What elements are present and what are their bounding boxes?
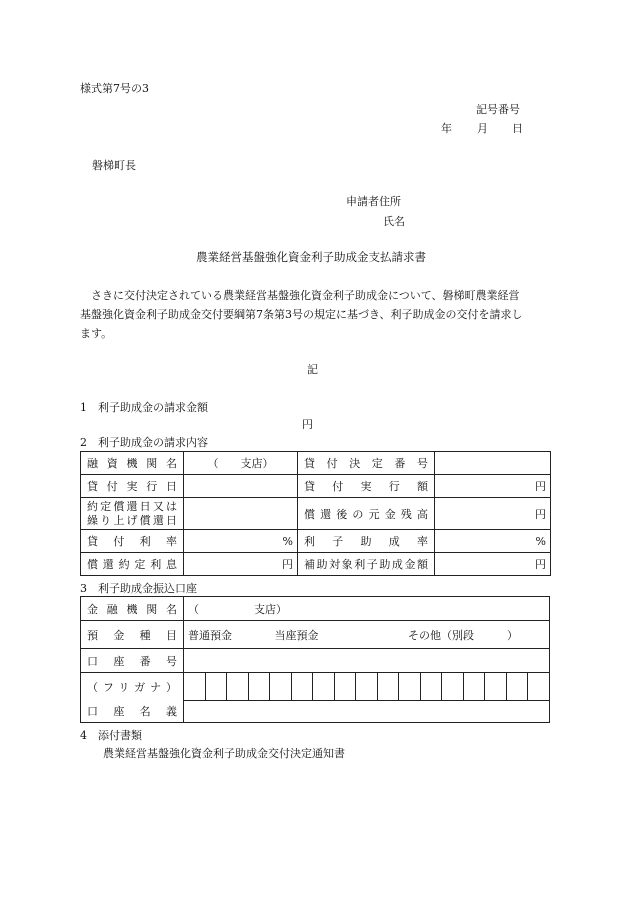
label-deposit-type: 預金種目 — [81, 621, 184, 649]
option-other[interactable]: その他（別段 ） — [408, 628, 518, 642]
body-line-2: 基盤強化資金利子助成金交付要綱第7条第3号の規定に基づき、利子助成金の交付を請求し — [80, 308, 523, 321]
date-month: 月 — [477, 122, 488, 135]
value-decision-number[interactable] — [435, 452, 551, 475]
kana-box[interactable] — [206, 673, 227, 701]
section1-unit: 円 — [302, 418, 313, 431]
body-line-1: さきに交付決定されている農業経営基盤強化資金利子助成金について、磐梯町農業経営 — [91, 289, 520, 302]
kana-box[interactable] — [184, 673, 206, 701]
option-ordinary[interactable]: 普通預金 — [188, 628, 232, 642]
applicant-name-label: 氏名 — [383, 215, 405, 228]
value-remaining-principal[interactable]: 円 — [435, 498, 551, 530]
label-execution-amount: 貸付実行額 — [298, 475, 435, 498]
deposit-type-options — [184, 621, 550, 649]
document-title: 農業経営基盤強化資金利子助成金支払請求書 — [196, 250, 426, 264]
value-account-number[interactable] — [184, 649, 550, 673]
kana-box[interactable] — [399, 673, 421, 701]
addressee: 磐梯町長 — [92, 159, 136, 172]
section2-heading: 2 利子助成金の請求内容 — [80, 436, 208, 449]
label-repayment-date — [81, 498, 184, 530]
form-number: 様式第7号の3 — [80, 82, 149, 95]
section3-heading: 3 利子助成金振込口座 — [80, 582, 197, 595]
value-subsidy-rate[interactable]: % — [435, 530, 551, 553]
applicant-address-label: 申請者住所 — [346, 195, 401, 208]
value-interest-rate[interactable]: % — [184, 530, 298, 553]
body-line-3: ます。 — [80, 327, 113, 340]
kana-box[interactable] — [249, 673, 270, 701]
label-contract-interest: 償還約定利息 — [81, 553, 184, 576]
label-bank-name: 金融機関名 — [81, 597, 184, 621]
label-subsidy-amount: 補助対象利子助成金額 — [298, 553, 435, 576]
label-furigana: （フリガナ） — [81, 673, 184, 701]
value-account-holder[interactable] — [184, 701, 550, 723]
kana-box[interactable] — [464, 673, 485, 701]
kana-box[interactable] — [421, 673, 442, 701]
label-repayment-date-line2: 繰り上げ償還日 — [87, 513, 177, 527]
value-lender[interactable]: （ 支店） — [184, 452, 298, 475]
label-execution-date: 貸付実行日 — [81, 475, 184, 498]
value-contract-interest[interactable]: 円 — [184, 553, 298, 576]
kana-box[interactable] — [528, 673, 550, 701]
date-year: 年 — [441, 122, 452, 135]
kana-box[interactable] — [442, 673, 464, 701]
label-repayment-date-line1: 約定償還日又は — [87, 499, 177, 513]
date-day: 日 — [512, 122, 523, 135]
kana-box[interactable] — [378, 673, 399, 701]
label-lender: 融資機関名 — [81, 452, 184, 475]
attachment-item: 農業経営基盤強化資金利子助成金交付決定通知書 — [103, 747, 345, 760]
loan-details-table — [80, 451, 551, 576]
ki-heading: 記 — [307, 363, 318, 376]
doc-number-label: 記号番号 — [476, 103, 520, 116]
section4-heading: 4 添付書類 — [80, 729, 142, 742]
bank-account-table — [80, 596, 550, 723]
kana-box[interactable] — [356, 673, 378, 701]
value-execution-date[interactable] — [184, 475, 298, 498]
kana-box[interactable] — [335, 673, 356, 701]
label-decision-number: 貸付決定番号 — [298, 452, 435, 475]
kana-box[interactable] — [270, 673, 292, 701]
kana-box[interactable] — [292, 673, 313, 701]
kana-box[interactable] — [227, 673, 249, 701]
label-interest-rate: 貸付利率 — [81, 530, 184, 553]
section1-heading: 1 利子助成金の請求金額 — [80, 401, 208, 414]
kana-box[interactable] — [507, 673, 528, 701]
kana-box[interactable] — [485, 673, 507, 701]
label-subsidy-rate: 利子助成率 — [298, 530, 435, 553]
label-account-number: 口座番号 — [81, 649, 184, 673]
value-execution-amount[interactable]: 円 — [435, 475, 551, 498]
label-account-holder: 口座名義 — [81, 701, 184, 723]
value-repayment-date[interactable] — [184, 498, 298, 530]
label-remaining-principal: 償還後の元金残高 — [298, 498, 435, 530]
value-subsidy-amount[interactable]: 円 — [435, 553, 551, 576]
option-current[interactable]: 当座預金 — [274, 628, 319, 642]
value-bank-name[interactable]: （ 支店） — [184, 597, 550, 621]
kana-box[interactable] — [313, 673, 335, 701]
